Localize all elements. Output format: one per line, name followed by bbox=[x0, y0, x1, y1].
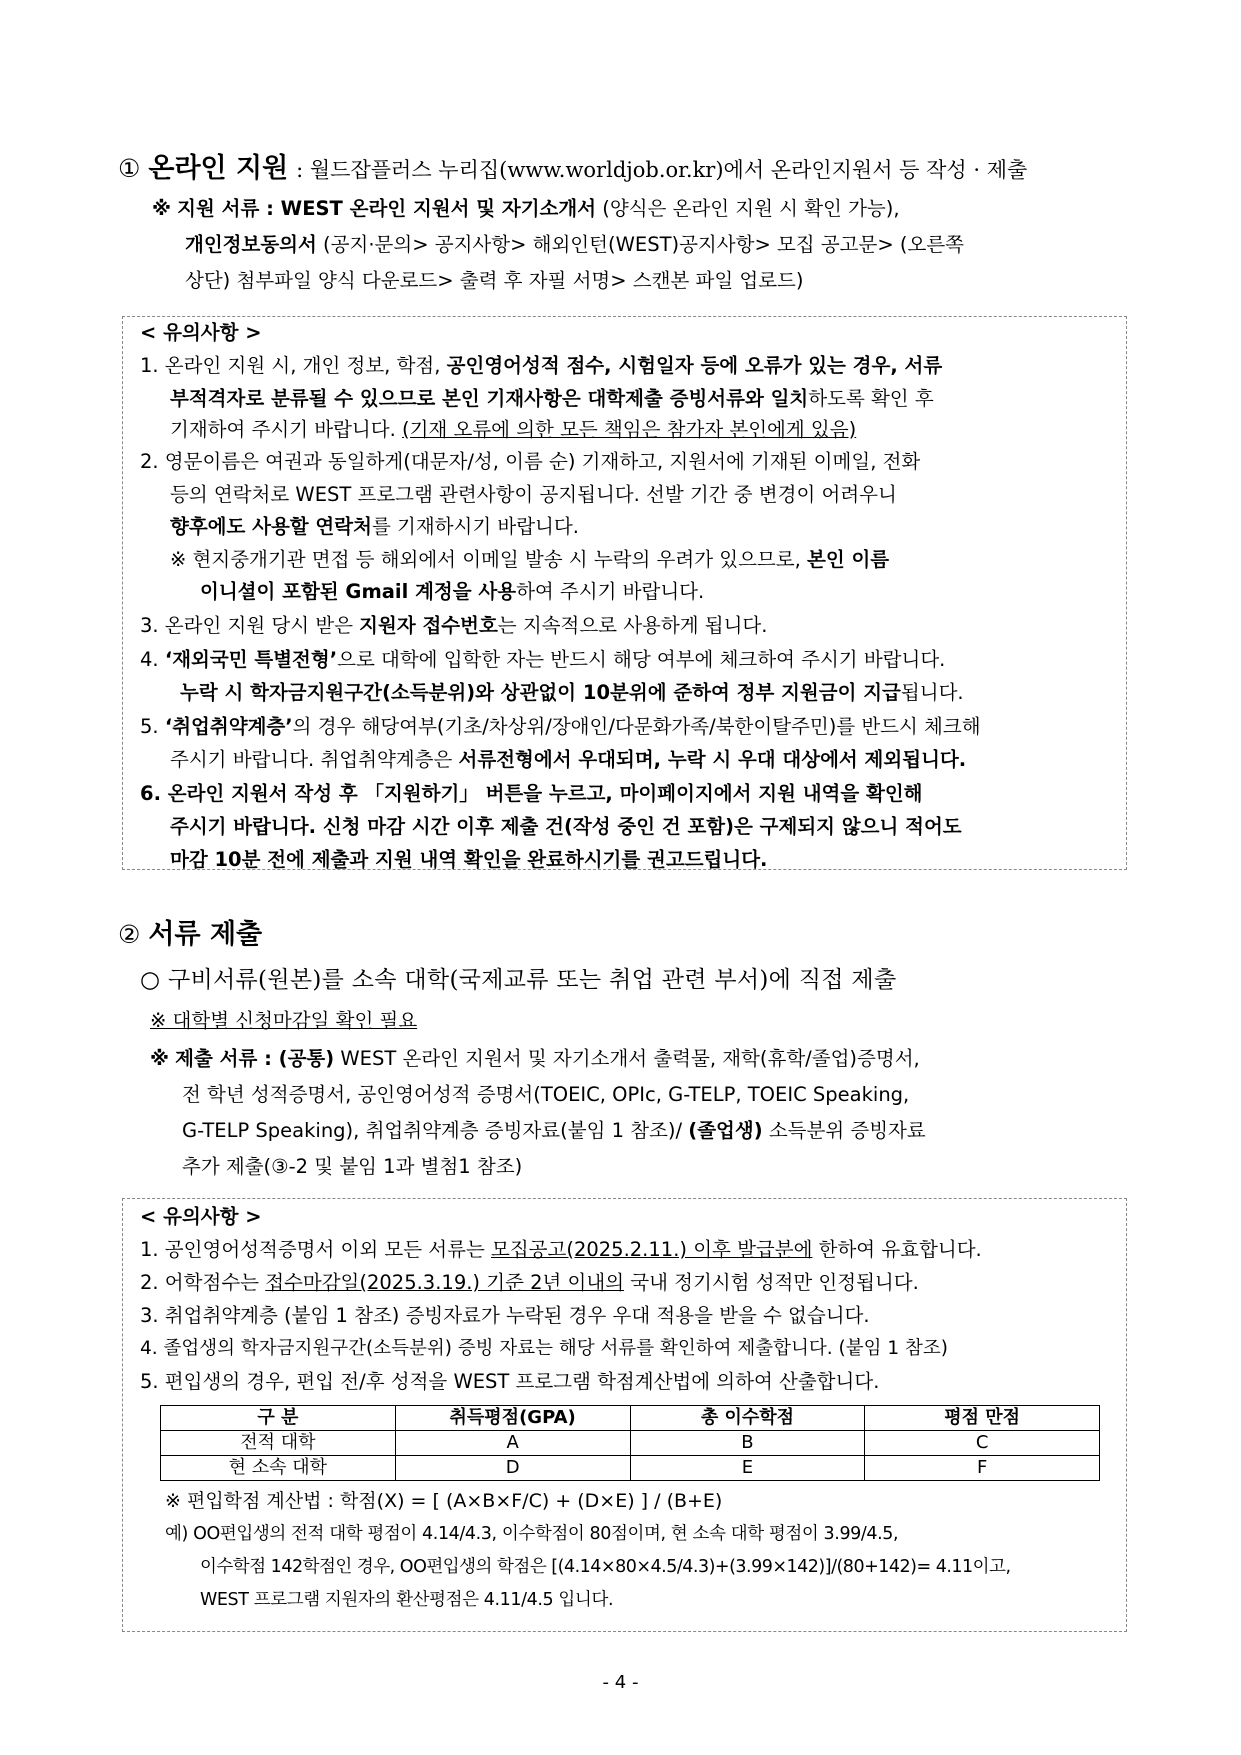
consent-form-path: (공지·문의> 공지사항> 해외인턴(WEST)공지사항> 모집 공고문> (오른쪽 bbox=[316, 233, 965, 256]
section2-docs-line1 bbox=[150, 1042, 920, 1076]
notice1-item1-line3 bbox=[170, 413, 856, 447]
notice1-item2-line2: 등의 연락처로 WEST 프로그램 관련사항이 공지됩니다. 선발 기간 중 변경이 어려우니 bbox=[170, 483, 897, 506]
notice2-item1 bbox=[140, 1233, 982, 1267]
section2-docs-line2: 전 학년 성적증명서, 공인영어성적 증명서(TOEIC, OPIc, G-TELP, TOEIC Speaking, bbox=[182, 1083, 910, 1106]
section2-heading bbox=[118, 912, 262, 951]
notice1-item2-line4 bbox=[170, 543, 889, 577]
text-bold: 본인 이름 bbox=[807, 548, 890, 571]
text: 1. 공인영어성적증명서 이외 모든 서류는 bbox=[140, 1238, 491, 1261]
text-bold: ‘취업취약계층’ bbox=[164, 715, 293, 738]
notice2-title: < 유의사항 > bbox=[140, 1205, 262, 1228]
table-row bbox=[161, 1456, 1100, 1481]
gpa-table bbox=[160, 1405, 1100, 1481]
transfer-example-line1: 예) OO편입생의 전적 대학 평점이 4.14/4.3, 이수학점이 80점이며, 현 소속 대학 평점이 3.99/4.5, bbox=[165, 1524, 899, 1544]
transfer-example-line2: 이수학점 142학점인 경우, OO편입생의 학점은 [(4.14×80×4.5/4.3)+(3.99×142)]/(80+142)= 4.11이고, bbox=[200, 1557, 1011, 1577]
notice1-item6-line1: 6. 온라인 지원서 작성 후 「지원하기」 버튼을 누르고, 마이페이지에서 지원 내역을 확인해 bbox=[140, 782, 923, 805]
text: 의 경우 해당여부(기초/차상위/장애인/다문화가족/북한이탈주민)를 반드시 체크해 bbox=[292, 715, 981, 738]
text: 5. bbox=[140, 715, 165, 738]
section2-title: 서류 제출 bbox=[148, 919, 263, 950]
text: 하여 주시기 바랍니다. bbox=[516, 580, 705, 603]
text: 를 기재하시기 바랍니다. bbox=[371, 515, 579, 538]
page-number: - 4 - bbox=[602, 1672, 639, 1693]
notice1-item5-line1 bbox=[140, 710, 981, 744]
section2-docs-line4: 추가 제출(③-2 및 붙임 1과 별첨1 참조) bbox=[182, 1155, 523, 1178]
table-row bbox=[161, 1431, 1100, 1456]
text: 한하여 유효합니다. bbox=[812, 1238, 982, 1261]
section1-docs-note: (양식은 온라인 지원 시 확인 가능), bbox=[596, 197, 900, 220]
notice1-item2-line3 bbox=[170, 510, 579, 544]
text-bold: 향후에도 사용할 연락처 bbox=[170, 515, 372, 538]
text-bold: 서류전형에서 우대되며, 누락 시 우대 대상에서 제외됩니다. bbox=[458, 748, 967, 771]
section1-number: ① bbox=[118, 154, 141, 183]
text: 국내 정기시험 성적만 인정됩니다. bbox=[624, 1271, 919, 1294]
deadline-note: ※ 대학별 신청마감일 확인 필요 bbox=[150, 1009, 418, 1032]
table-cell: B bbox=[630, 1431, 865, 1456]
text-underlined: 접수마감일(2025.3.19.) 기준 2년 이내의 bbox=[265, 1271, 625, 1294]
section1-docs-title: 지원 서류 : WEST 온라인 지원서 및 자기소개서 bbox=[177, 197, 597, 220]
text-bold: 부적격자로 분류될 수 있으므로 본인 기재사항은 대학제출 증빙서류와 일치 bbox=[170, 387, 809, 410]
text: 됩니다. bbox=[900, 681, 964, 704]
text-underlined: 모집공고(2025.2.11.) 이후 발급분에 bbox=[491, 1238, 813, 1261]
text: 4. bbox=[140, 648, 165, 671]
gpa-header-max: 평점 만점 bbox=[865, 1406, 1100, 1431]
notice2-item5: 5. 편입생의 경우, 편입 전/후 성적을 WEST 프로그램 학점계산법에 의하여 산출합니다. bbox=[140, 1370, 880, 1393]
notice1-item1-line2 bbox=[170, 382, 934, 416]
notice1-item6-line3: 마감 10분 전에 제출과 지원 내역 확인을 완료하시기를 권고드립니다. bbox=[170, 848, 768, 871]
table-cell: E bbox=[630, 1456, 865, 1481]
section1-docs-line2 bbox=[185, 228, 964, 262]
text-bold: 지원자 접수번호 bbox=[359, 614, 498, 637]
text-bold: 누락 시 학자금지원구간(소득분위)와 상관없이 10분위에 준하여 정부 지원금이 지급 bbox=[180, 681, 901, 704]
text-bold: 이니셜이 포함된 Gmail 계정을 사용 bbox=[200, 580, 517, 603]
notice2-item3: 3. 취업취약계층 (붙임 1 참조) 증빙자료가 누락된 경우 우대 적용을 받을 수 없습니다. bbox=[140, 1304, 870, 1327]
notice2-item4: 4. 졸업생의 학자금지원구간(소득분위) 증빙 자료는 해당 서류를 확인하여 제출합니다. (붙임 1 참조) bbox=[140, 1338, 948, 1359]
consent-form-label: 개인정보동의서 bbox=[185, 233, 317, 256]
text: ※ 현지중개기관 면접 등 해외에서 이메일 발송 시 누락의 우려가 있으므로, bbox=[170, 548, 807, 571]
text: 하도록 확인 후 bbox=[808, 387, 934, 410]
section1-title: 온라인 지원 bbox=[148, 153, 289, 184]
text: 1. 온라인 지원 시, 개인 정보, 학점, bbox=[140, 354, 447, 377]
notice2-item2 bbox=[140, 1266, 919, 1300]
notice1-item5-line2 bbox=[170, 743, 966, 777]
section2-docs-title: 제출 서류 : (공통) bbox=[175, 1047, 335, 1070]
notice1-item4-line2 bbox=[180, 676, 964, 710]
table-cell: F bbox=[865, 1456, 1100, 1481]
text: G-TELP Speaking), 취업취약계층 증빙자료(붙임 1 참조)/ bbox=[182, 1119, 689, 1142]
text: 소득분위 증빙자료 bbox=[762, 1119, 926, 1142]
section2-docs-mark: ※ bbox=[150, 1047, 169, 1070]
section2-number: ② bbox=[118, 920, 141, 949]
notice1-item2-line1: 2. 영문이름은 여권과 동일하게(대문자/성, 이름 순) 기재하고, 지원서에 기재된 이메일, 전화 bbox=[140, 450, 921, 473]
section1-docs-line1 bbox=[152, 192, 900, 226]
text-bold: (졸업생) bbox=[688, 1119, 763, 1142]
text: WEST 온라인 지원서 및 자기소개서 출력물, 재학(휴학/졸업)증명서, bbox=[334, 1047, 920, 1070]
text: 3. 온라인 지원 당시 받은 bbox=[140, 614, 360, 637]
notice1-title: < 유의사항 > bbox=[140, 321, 262, 344]
table-cell: C bbox=[865, 1431, 1100, 1456]
section1-docs-line3: 상단) 첨부파일 양식 다운로드> 출력 후 자필 서명> 스캔본 파일 업로드) bbox=[185, 269, 804, 292]
text: 2. 어학점수는 bbox=[140, 1271, 266, 1294]
text: 기재하여 주시기 바랍니다. bbox=[170, 418, 403, 441]
transfer-formula: ※ 편입학점 계산법 : 학점(X) = [ (A×B×F/C) + (D×E) ] / (B+E) bbox=[165, 1490, 723, 1512]
text-bold: 공인영어성적 점수, 시험일자 등에 오류가 있는 경우, 서류 bbox=[446, 354, 943, 377]
notice1-item6-line2: 주시기 바랍니다. 신청 마감 시간 이후 제출 건(작성 중인 건 포함)은 구제되지 않으니 적어도 bbox=[170, 815, 962, 838]
gpa-table-header-row bbox=[161, 1406, 1100, 1431]
gpa-header-gpa: 취득평점(GPA) bbox=[395, 1406, 630, 1431]
notice1-item2-line5 bbox=[200, 575, 704, 609]
gpa-header-category: 구 분 bbox=[161, 1406, 396, 1431]
table-cell: 현 소속 대학 bbox=[161, 1456, 396, 1481]
section1-heading bbox=[118, 146, 1027, 185]
text: 으로 대학에 입학한 자는 반드시 해당 여부에 체크하여 주시기 바랍니다. bbox=[337, 648, 946, 671]
text: 는 지속적으로 사용하게 됩니다. bbox=[497, 614, 768, 637]
notice1-item4-line1 bbox=[140, 643, 945, 677]
gpa-header-credits: 총 이수학점 bbox=[630, 1406, 865, 1431]
notice1-item3 bbox=[140, 609, 767, 643]
text: 주시기 바랍니다. 취업취약계층은 bbox=[170, 748, 459, 771]
table-cell: 전적 대학 bbox=[161, 1431, 396, 1456]
notice1-item1-line1 bbox=[140, 349, 942, 383]
section2-bullet: ○ 구비서류(원본)를 소속 대학(국제교류 또는 취업 관련 부서)에 직접 제출 bbox=[140, 967, 897, 993]
section1-description: : 월드잡플러스 누리집(www.worldjob.or.kr)에서 온라인지원서 등 작성 · 제출 bbox=[296, 158, 1028, 182]
text-underlined: (기재 오류에 의한 모든 책임은 참가자 본인에게 있음) bbox=[402, 418, 857, 441]
section2-docs-line3 bbox=[182, 1114, 926, 1148]
section1-docs-mark: ※ bbox=[152, 197, 171, 220]
transfer-example-line3: WEST 프로그램 지원자의 환산평점은 4.11/4.5 입니다. bbox=[200, 1590, 614, 1610]
table-cell: A bbox=[395, 1431, 630, 1456]
text-bold: ‘재외국민 특별전형’ bbox=[164, 648, 338, 671]
table-cell: D bbox=[395, 1456, 630, 1481]
